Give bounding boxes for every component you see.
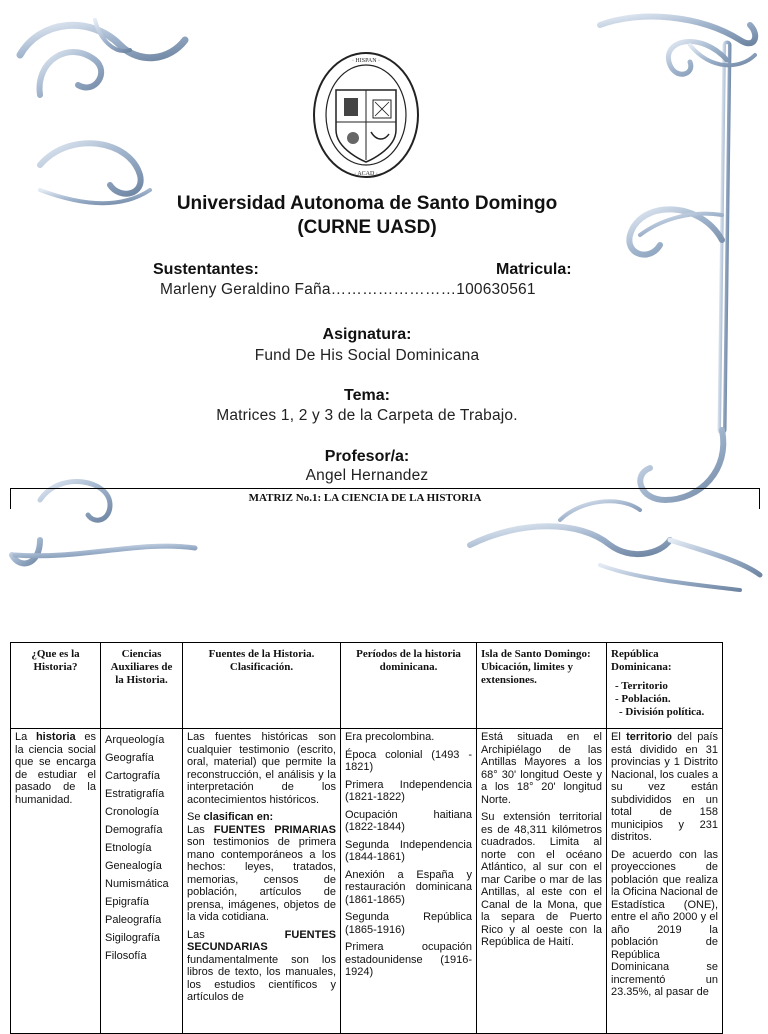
list-item: Arqueología	[105, 734, 165, 746]
header-republica-item: - División política.	[619, 706, 705, 718]
list-item: Numismática	[105, 878, 169, 890]
list-item: Epigrafía	[105, 896, 150, 908]
matricula-label: Matricula:	[496, 261, 572, 278]
header-republica	[607, 643, 723, 729]
header-periodos: Períodos de la historia dominicana.	[341, 643, 477, 729]
cell-isla	[477, 729, 607, 1034]
list-item: Cronología	[105, 806, 159, 818]
fuentes-paragraph: Las fuentes históricas son cualquier testimonio (escrito, oral, material) que permite la reconstrucción, el análisis y la interpretación de los acontecimientos históricos.	[187, 731, 336, 806]
republica-paragraph	[611, 731, 718, 844]
cell-periodos	[341, 729, 477, 1034]
cell-ciencias-list	[101, 729, 183, 1034]
asignatura-value: Fund De His Social Dominicana	[254, 347, 480, 364]
cell-republica	[607, 729, 723, 1034]
svg-text:· ACAD ·: · ACAD ·	[354, 171, 378, 177]
cell-fuentes	[183, 729, 341, 1034]
university-title: Universidad Autonoma de Santo Domingo	[176, 193, 558, 214]
list-item: Geografía	[105, 752, 154, 764]
fuentes-text: Las	[187, 823, 214, 836]
header-historia: ¿Que es la Historia?	[11, 643, 101, 729]
historia-text: es la ciencia social que se encarga de estudiar el pasado de la humanidad.	[15, 731, 96, 806]
history-matrix-table	[10, 642, 723, 1034]
fuentes-paragraph	[187, 811, 336, 824]
table-header-row	[11, 643, 723, 729]
header-republica-title: República Dominicana:	[611, 648, 672, 673]
university-seal	[311, 50, 421, 180]
sustentantes-label: Sustentantes:	[153, 261, 259, 278]
asignatura-label: Asignatura:	[322, 326, 412, 343]
historia-bold: historia	[35, 731, 76, 743]
table-body-row	[11, 729, 723, 1034]
list-item: Estratigrafía	[105, 788, 165, 800]
cell-historia-definition	[11, 729, 101, 1034]
list-item: Genealogía	[105, 860, 162, 872]
list-item: Segunda Independencia (1844-1861)	[345, 838, 472, 863]
republica-text: del país está dividido en 31 provincias y 1 Distrito Nacional, los cuales a su vez están subdivididos en un total de 158 municipios y 231 distritos.	[611, 731, 719, 843]
matrix-title: MATRIZ No.1: LA CIENCIA DE LA HISTORIA	[248, 492, 482, 504]
isla-paragraph: Está situada en el Archipiélago de las Antillas Mayores a los 68° 30' longitud Oeste y a los 18° 20' longitud Norte.	[481, 731, 602, 806]
list-item: Cartografía	[105, 770, 161, 782]
list-item: Anexión a España y restauración dominicana (1861-1865)	[345, 868, 472, 906]
header-fuentes: Fuentes de la Historia. Clasificación.	[183, 643, 341, 729]
list-item: Primera Independencia (1821-1822)	[345, 778, 472, 803]
student-line: Marleny Geraldino Faña……………………100630561	[160, 281, 536, 298]
svg-text:· HISPAN ·: · HISPAN ·	[351, 58, 381, 64]
list-item: Paleografía	[105, 914, 162, 926]
fuentes-bold: clasifican en:	[203, 811, 274, 823]
historia-text: La	[15, 731, 36, 743]
list-item: Filosofía	[105, 950, 147, 962]
fuentes-text: fundamentalmente son los libros de texto, los manuales, los estudios científicos y artículos de	[187, 953, 336, 1003]
campus-title: (CURNE UASD)	[297, 217, 437, 238]
fuentes-text: Se	[187, 811, 204, 823]
list-item: Ocupación haitiana (1822-1844)	[345, 808, 472, 833]
list-item: Demografía	[105, 824, 163, 836]
republica-text: El	[611, 731, 627, 743]
list-item: Primera ocupación estadounidense (1916-1924)	[345, 941, 472, 978]
list-item: Etnología	[105, 842, 152, 854]
list-item: Era precolombina.	[345, 731, 435, 743]
isla-paragraph: Su extensión territorial es de 48,311 kilómetros cuadrados. Limita al norte con el océano Atlántico, al sur con el mar Caribe o mar de las Antillas, al este con el Canal de la Mona, que la separa de Puerto Rico y al oeste con la República de Haití.	[481, 811, 602, 948]
header-republica-item: - Población.	[615, 693, 671, 705]
fuentes-bold: FUENTES PRIMARIAS	[213, 823, 337, 836]
fuentes-paragraph	[187, 824, 336, 924]
header-isla: Isla de Santo Domingo: Ubicación, limites y extensiones.	[477, 643, 607, 729]
republica-bold: territorio	[626, 731, 672, 743]
tema-label: Tema:	[344, 387, 390, 404]
tema-value: Matrices 1, 2 y 3 de la Carpeta de Trabajo.	[216, 407, 518, 424]
list-item: Sigilografía	[105, 932, 161, 944]
fuentes-paragraph	[187, 929, 336, 1004]
profesor-value: Angel Hernandez	[305, 467, 429, 484]
fuentes-text: son testimonios de primera mano contemporáneos a los hechos: leyes, tratados, memorias, censos de población, artículos de prensa, imágenes, objetos de la vida cotidiana.	[187, 836, 336, 923]
fuentes-text: Las	[187, 928, 285, 941]
profesor-label: Profesor/a:	[324, 448, 410, 465]
header-ciencias: Ciencias Auxiliares de la Historia.	[101, 643, 183, 729]
university-name	[0, 192, 734, 240]
fuentes-bold: FUENTES SECUNDARIAS	[187, 928, 336, 953]
republica-paragraph: De acuerdo con las proyecciones de población que realiza la Oficina Nacional de Estadística (ONE), entre el año 2000 y el año 2019 la población de República Dominicana se incrementó un 23.35%, al pasar de	[611, 848, 719, 998]
list-item: Época colonial (1493 - 1821)	[345, 748, 472, 773]
list-item: Segunda República (1865-1916)	[345, 911, 472, 936]
header-republica-item: - Territorio	[615, 680, 668, 692]
